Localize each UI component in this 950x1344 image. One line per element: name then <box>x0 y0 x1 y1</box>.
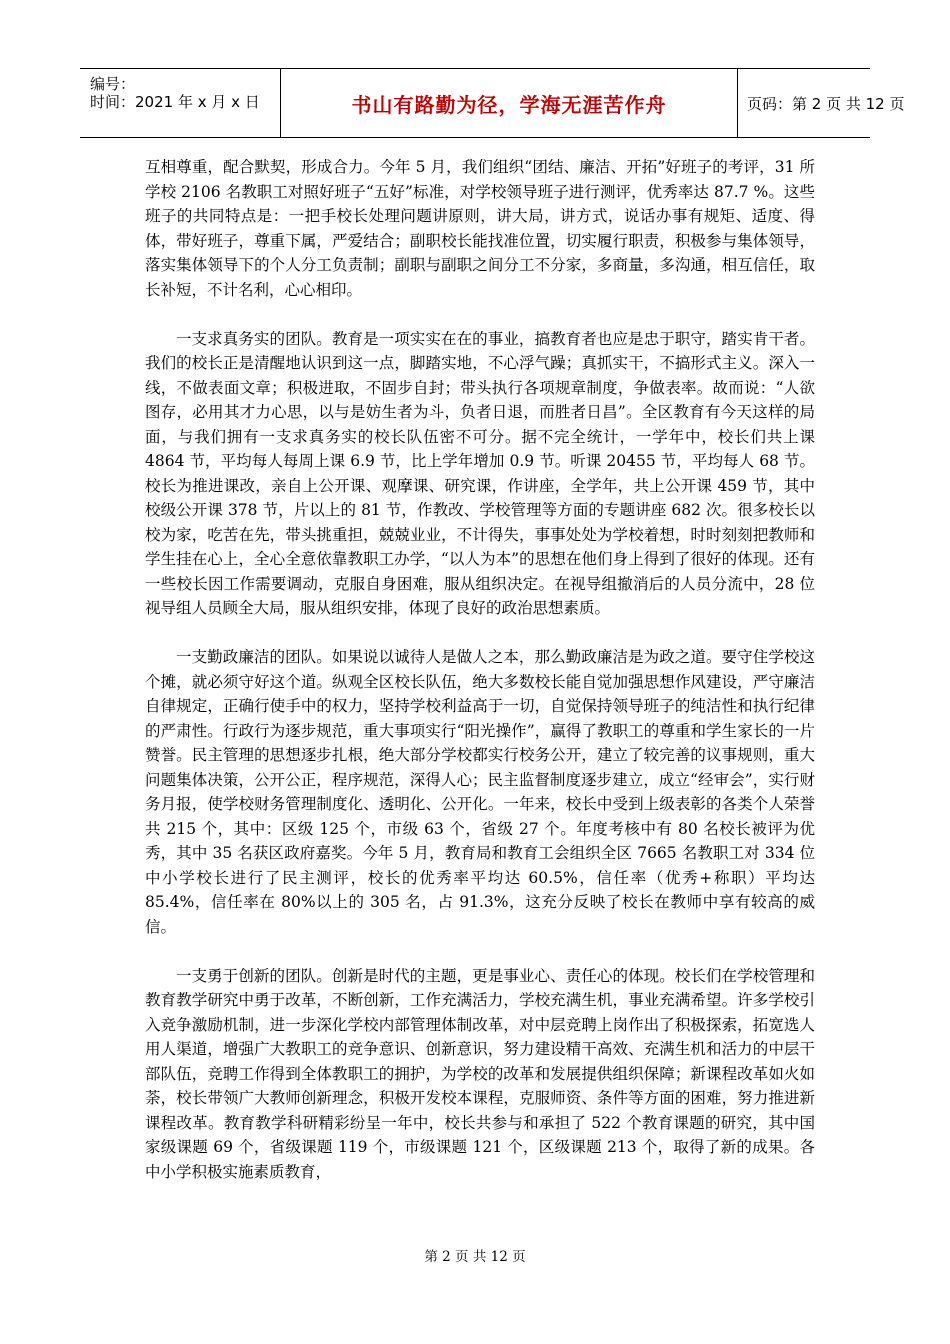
header-page-info: 页码：第 2 页 共 12 页 <box>747 94 905 113</box>
paragraph-continued: 互相尊重，配合默契，形成合力。今年 5 月，我们组织“团结、廉洁、开拓”好班子的考评，31 所学校 2106 名教职工对照好班子“五好”标准，对学校领导班子进行测评，优秀率达 87.7 %。这些班子的共同特点是：一把手校长处理问题讲原则，讲大局，讲方式，说话办事有规矩、适度、得体，带好班子，尊重下属，严爱结合；副职校长能找准位置，切实履行职责，积极参与集体领导，落实集体领导下的个人分工负责制；副职与副职之间分工不分家，多商量，多沟通，相互信任，取长补短，不计名利，心心相印。 <box>145 158 815 299</box>
header-motto: 书山有路勤为径，学海无涯苦作舟 <box>351 92 667 117</box>
header-motto-cell <box>280 69 738 137</box>
page-footer: 第 2 页 共 12 页 <box>424 1249 526 1265</box>
document-code-label: 编号： <box>90 75 136 93</box>
header-page-cell <box>737 69 905 137</box>
paragraph-innovative-team: 一支勇于创新的团队。创新是时代的主题，更是事业心、责任心的体现。校长们在学校管理和教育教学研究中勇于改革，不断创新，工作充满活力，学校充满生机，事业充满希望。许多学校引入竞争激励机制，进一步深化学校内部管理体制改革，对中层竞聘上岗作出了积极探索，拓宽选人用人渠道，增强广大教职工的竞争意识、创新意识，努力建设精干高效、充满生机和活力的中层干部队伍，竞聘工作得到全体教职工的拥护，为学校的改革和发展提供组织保障；新课程改革如火如荼，校长带领广大教师创新理念，积极开发校本课程，克服师资、条件等方面的困难，努力推进新课程改革。教育教学科研精彩纷呈一年中，校长共参与和承担了 522 个教育课题的研究，其中国家级课题 69 个，省级课题 119 个，市级课题 121 个，区级课题 213 个，取得了新的成果。各中小学积极实施素质教育， <box>145 966 815 1181</box>
page-header <box>80 68 905 138</box>
paragraph-integrity-team: 一支勤政廉洁的团队。如果说以诚待人是做人之本，那么勤政廉洁是为政之道。要守住学校这个摊，就必须守好这个道。纵观全区校长队伍，绝大多数校长能自觉加强思想作风建设，严守廉洁自律规定，正确行使手中的权力，坚持学校利益高于一切，自觉保持领导班子的纯洁性和执行纪律的严肃性。行政行为逐步规范，重大事项实行“阳光操作”，赢得了教职工的尊重和学生家长的一片赞誉。民主管理的思想逐步扎根，绝大部分学校都实行校务公开，建立了较完善的议事规则，重大问题集体决策，公开公正，程序规范，深得人心；民主监督制度逐步建立，成立“经审会”，实行财务月报，使学校财务管理制度化、透明化、公开化。一年来，校长中受到上级表彰的各类个人荣誉共 215 个，其中：区级 125 个，市级 63 个，省级 27 个。年度考核中有 80 名校长被评为优秀，其中 35 名获区政府嘉奖。今年 5 月，教育局和教育工会组织全区 7665 名教职工对 334 位中小学校长进行了民主测评，校长的优秀率平均达 60.5%，信任率（优秀+称职）平均达 85.4%，信任率在 80%以上的 305 名，占 91.3%，这充分反映了校长在教师中享有较高的威信。 <box>145 648 815 936</box>
document-body <box>145 155 815 1184</box>
paragraph-pragmatic-team: 一支求真务实的团队。教育是一项实实在在的事业，搞教育者也应是忠于职守，踏实肯干者。我们的校长正是清醒地认识到这一点，脚踏实地，不心浮气躁；真抓实干，不搞形式主义。深入一线，不做表面文章；积极进取，不固步自封；带头执行各项规章制度，争做表率。故而说：“人欲图存，必用其才力心思，以与是妨生者为斗，负者日退，而胜者日昌”。全区教育有今天这样的局面，与我们拥有一支求真务实的校长队伍密不可分。据不完全统计，一学年中，校长们共上课 4864 节，平均每人每周上课 6.9 节，比上学年增加 0.9 节。听课 20455 节，平均每人 68 节。校长为推进课改，亲自上公开课、观摩课、研究课，作讲座，全学年，共上公开课 459 节，其中校级公开课 378 节，片以上的 81 节，作教改、学校管理等方面的专题讲座 682 次。很多校长以校为家，吃苦在先，带头挑重担，兢兢业业，不计得失，事事处处为学校着想，时时刻刻把教师和学生挂在心上，全心全意依靠教职工办学，“以人为本”的思想在他们身上得到了很好的体现。还有一些校长因工作需要调动，克服自身困难，服从组织决定。在视导组撤消后的人员分流中，28 位视导组人员顾全大局，服从组织安排，体现了良好的政治思想素质。 <box>145 329 815 617</box>
document-date: 时间：2021 年 x 月 x 日 <box>90 93 260 111</box>
header-meta <box>80 69 280 137</box>
